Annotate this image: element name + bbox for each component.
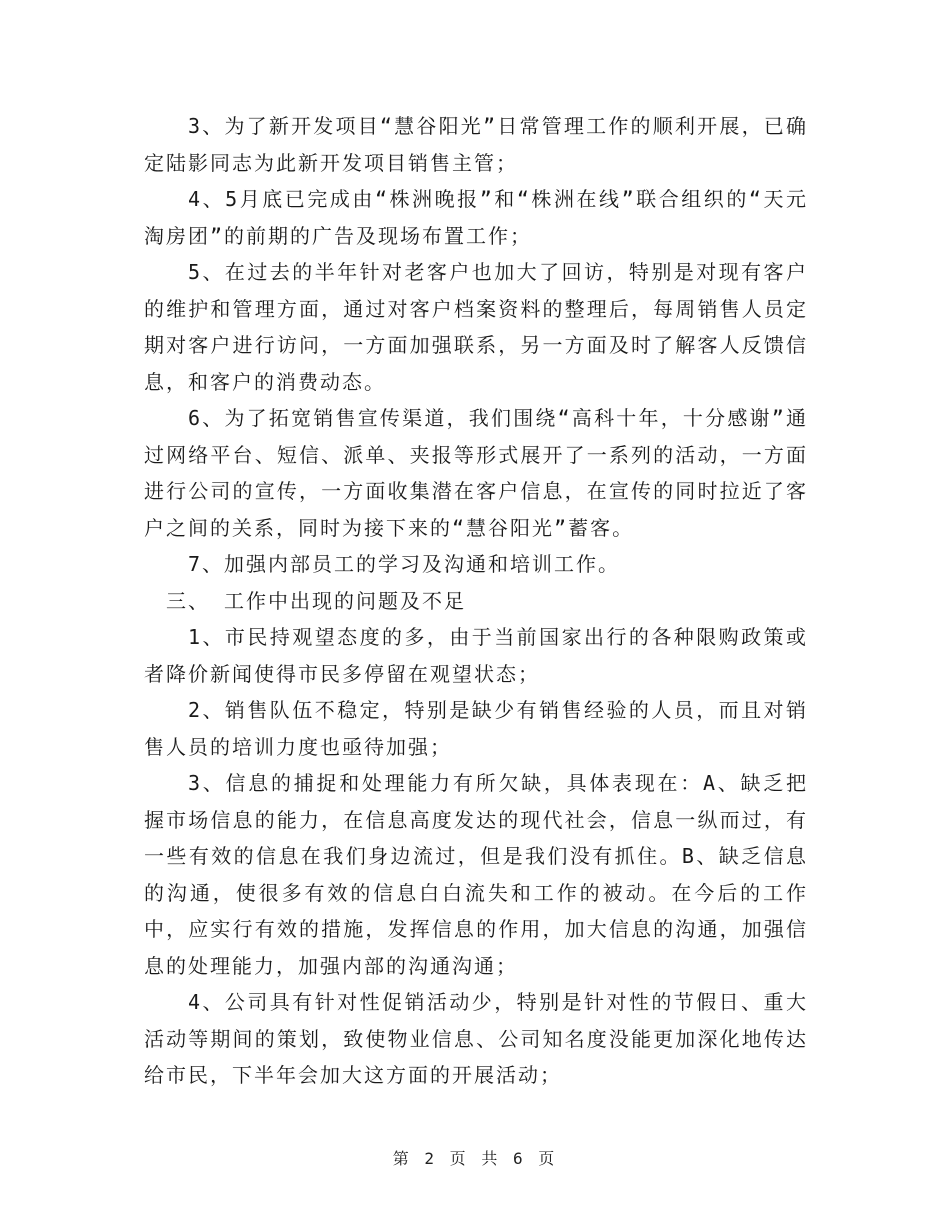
paragraph-problem-4-promotions: 4、公司具有针对性促销活动少，特别是针对性的节假日、重大活动等期间的策划，致使物业信息、公司知名度没能更加深化地传达给市民，下半年会加大这方面的开展活动； bbox=[144, 990, 808, 1087]
paragraph-problem-3-information: 3、信息的捕捉和处理能力有所欠缺，具体表现在：A、缺乏把握市场信息的能力，在信息高度发达的现代社会，信息一纵而过，有一些有效的信息在我们身边流过，但是我们没有抓住。B、缺乏信息的沟通，使很多有效的信息白白流失和工作的被动。在今后的工作中，应实行有效的措施，发挥信息的作用，加大信息的沟通，加强信息的处理能力，加强内部的沟通沟通； bbox=[144, 771, 808, 978]
page-number-footer: 第 2 页 共 6 页 bbox=[392, 1149, 558, 1168]
document-body bbox=[144, 108, 808, 1094]
paragraph-item-6-promotion-channels: 6、为了拓宽销售宣传渠道，我们围绕“高科十年，十分感谢”通过网络平台、短信、派单、夹报等形式展开了一系列的活动，一方面进行公司的宣传，一方面收集潜在客户信息，在宣传的同时拉近了客户之间的关系，同时为接下来的“慧谷阳光”蓄客。 bbox=[144, 406, 808, 540]
paragraph-item-5-customer-visits: 5、在过去的半年针对老客户也加大了回访，特别是对现有客户的维护和管理方面，通过对客户档案资料的整理后，每周销售人员定期对客户进行访问，一方面加强联系，另一方面及时了解客人反馈信息，和客户的消费动态。 bbox=[144, 260, 808, 394]
paragraph-problem-2-sales-team: 2、销售队伍不稳定，特别是缺少有销售经验的人员，而且对销售人员的培训力度也亟待加强； bbox=[144, 698, 808, 759]
paragraph-item-7-staff-training: 7、加强内部员工的学习及沟通和培训工作。 bbox=[188, 552, 621, 576]
paragraph-item-3-project-manager: 3、为了新开发项目“慧谷阳光”日常管理工作的顺利开展，已确定陆影同志为此新开发项目销售主管； bbox=[144, 114, 808, 175]
paragraph-problem-1-wait-and-see: 1、市民持观望态度的多，由于当前国家出行的各种限购政策或者降价新闻使得市民多停留在观望状态； bbox=[144, 625, 808, 686]
paragraph-item-4-house-group: 4、5月底已完成由“株洲晚报”和“株洲在线”联合组织的“天元淘房团”的前期的广告及现场布置工作； bbox=[144, 187, 808, 248]
section-heading-problems: 三、 工作中出现的问题及不足 bbox=[166, 588, 467, 613]
